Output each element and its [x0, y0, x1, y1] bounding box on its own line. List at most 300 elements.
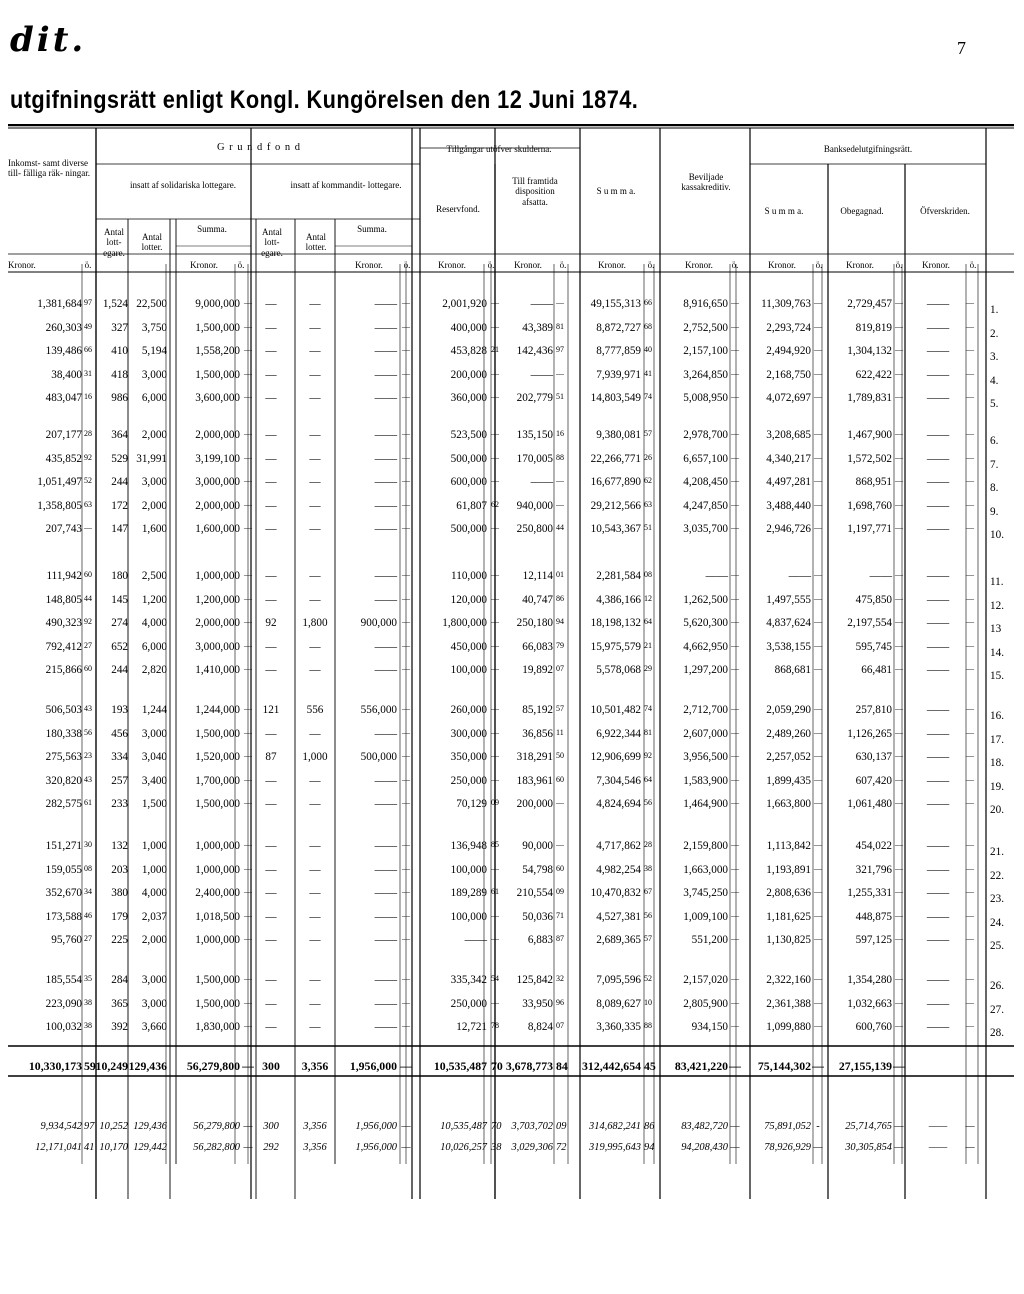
- table-cell: 1,464,900: [683, 798, 728, 810]
- table-cell: —: [309, 974, 321, 986]
- comparison-cell: —: [401, 1121, 411, 1132]
- table-cell: —: [731, 499, 739, 509]
- table-cell: 110,000: [451, 570, 487, 582]
- ledger-table: [8, 124, 1014, 1204]
- table-cell: 250,000: [450, 774, 487, 787]
- table-cell: —: [309, 664, 321, 676]
- table-cell: 189,289: [450, 887, 487, 899]
- table-cell: —: [265, 570, 277, 582]
- table-cell: —: [244, 997, 252, 1007]
- table-cell: 09: [556, 887, 564, 896]
- comparison-cell: 10,535,487: [440, 1121, 487, 1132]
- table-cell: —: [814, 774, 822, 784]
- table-cell: 1,800,000: [442, 617, 487, 629]
- table-cell: ——: [926, 640, 950, 653]
- total-cell: 312,442,654: [582, 1059, 641, 1073]
- table-cell: ——: [705, 570, 728, 582]
- table-cell: 3,745,250: [683, 887, 728, 899]
- comparison-cell: 75,891,052: [764, 1121, 811, 1132]
- table-cell: ——: [926, 863, 950, 876]
- table-cell: —: [814, 617, 822, 626]
- table-cell: 111,942: [46, 570, 82, 582]
- table-cell: 29: [644, 664, 652, 673]
- table-cell: 500,000: [450, 523, 487, 535]
- table-cell: 1,500,000: [195, 727, 240, 740]
- table-cell: ——: [374, 1021, 397, 1033]
- table-cell: ——: [926, 570, 950, 582]
- table-cell: 934,150: [691, 1021, 728, 1033]
- table-cell: 2,494,920: [766, 345, 811, 357]
- table-cell: —: [556, 499, 564, 509]
- table-cell: —: [966, 476, 974, 485]
- comparison-cell: 83,482,720: [681, 1121, 728, 1132]
- table-cell: —: [814, 523, 822, 532]
- header-antal-lotter-1: Antal lotter.: [141, 232, 163, 253]
- table-cell: 63: [644, 499, 652, 509]
- table-cell: 321,796: [855, 863, 892, 876]
- table-cell: —: [402, 476, 410, 485]
- header-kronor-t: Kronor.: [514, 260, 542, 270]
- table-cell: —: [402, 751, 410, 760]
- comparison-cell: 38: [491, 1142, 502, 1153]
- table-cell: —: [265, 887, 277, 899]
- table-cell: —: [966, 523, 974, 532]
- table-cell: 1,000,000: [195, 570, 240, 582]
- table-cell: —: [265, 1021, 277, 1033]
- header-ore-s: ö.: [647, 260, 655, 270]
- table-cell: 71: [556, 910, 564, 920]
- table-cell: —: [731, 476, 739, 485]
- table-cell: 1,000,000: [195, 934, 240, 946]
- table-cell: ——: [374, 863, 397, 876]
- table-cell: ——: [926, 887, 950, 899]
- comparison-cell: 319,995,643: [589, 1142, 641, 1153]
- table-cell: —: [814, 997, 822, 1007]
- table-cell: 12,721: [456, 1021, 487, 1033]
- table-cell: —: [814, 934, 822, 943]
- table-cell: —: [491, 774, 499, 784]
- table-cell: 54: [491, 974, 499, 983]
- table-cell: 8,872,727: [596, 321, 641, 334]
- table-cell: 121: [262, 704, 280, 716]
- table-cell: ——: [530, 368, 553, 381]
- table-cell: 132: [111, 840, 128, 852]
- table-cell: —: [244, 321, 252, 331]
- header-reservfond: Reservfond.: [436, 204, 480, 214]
- table-cell: 2,157,100: [683, 345, 728, 357]
- comparison-cell: 56,282,800: [193, 1142, 240, 1153]
- table-cell: 38,400: [51, 368, 82, 381]
- table-cell: 22,266,771: [590, 452, 641, 465]
- table-cell: 1,698,760: [847, 499, 892, 512]
- table-cell: —: [731, 368, 739, 378]
- total-cell: 300: [262, 1059, 280, 1073]
- table-cell: 2,361,388: [766, 997, 811, 1010]
- table-cell: ——: [926, 974, 950, 986]
- table-cell: 100,000: [450, 664, 487, 676]
- table-cell: 31: [84, 368, 92, 378]
- table-cell: 2,752,500: [683, 321, 728, 334]
- table-cell: 97: [84, 298, 92, 307]
- table-cell: 10,501,482: [590, 704, 641, 716]
- table-cell: —: [731, 863, 739, 873]
- table-cell: 203: [111, 863, 128, 876]
- table-cell: 600,000: [450, 476, 487, 488]
- table-cell: 284: [111, 974, 128, 986]
- table-cell: 1,700,000: [195, 774, 240, 787]
- table-cell: 1,500,000: [195, 974, 240, 986]
- table-cell: 5,194: [141, 345, 167, 357]
- table-cell: 24.: [990, 916, 1004, 929]
- table-cell: —: [402, 499, 410, 509]
- table-cell: —: [265, 429, 277, 441]
- comparison-cell: 56,279,800: [193, 1121, 240, 1132]
- table-cell: —: [402, 321, 410, 331]
- comparison-cell: —: [243, 1142, 253, 1153]
- table-cell: 3,000,000: [195, 640, 240, 653]
- table-cell: —: [265, 368, 277, 381]
- header-beviljade: Beviljade kassakreditiv.: [681, 172, 731, 193]
- table-cell: —: [966, 910, 974, 920]
- table-cell: 145: [111, 593, 128, 606]
- header-ofverskriden: Öfverskriden.: [920, 206, 970, 216]
- table-cell: 10,543,367: [590, 523, 641, 535]
- table-cell: 8,089,627: [596, 997, 641, 1010]
- table-cell: 244: [111, 476, 128, 488]
- table-cell: 66: [84, 345, 92, 354]
- table-cell: —: [966, 727, 974, 737]
- comparison-cell: 3,703,702: [511, 1121, 553, 1132]
- table-cell: 1,244,000: [195, 704, 240, 716]
- table-cell: 40,747: [522, 593, 553, 606]
- header-ore: ö.: [84, 260, 92, 270]
- table-cell: —: [244, 392, 252, 401]
- table-cell: 2,500: [141, 570, 167, 582]
- table-cell: 28.: [990, 1027, 1004, 1039]
- table-cell: —: [966, 640, 974, 650]
- table-cell: 09: [491, 798, 499, 807]
- table-cell: 62: [491, 499, 499, 509]
- table-cell: —: [402, 523, 410, 532]
- table-cell: 4.: [990, 374, 999, 387]
- table-cell: 14.: [990, 646, 1004, 659]
- table-cell: 1,099,880: [766, 1021, 811, 1033]
- comparison-cell: 10,026,257: [440, 1142, 487, 1153]
- table-cell: 282,575: [45, 798, 82, 810]
- table-cell: 64: [644, 774, 652, 784]
- table-cell: 3,488,440: [766, 499, 811, 512]
- table-cell: —: [244, 368, 252, 378]
- table-cell: 2,820: [141, 664, 167, 676]
- page-title: utgifningsrätt enligt Kongl. Kungörelsen den 12 Juni 1874.: [10, 86, 639, 114]
- comparison-cell: —: [894, 1142, 904, 1153]
- table-cell: ——: [926, 499, 950, 512]
- table-cell: ——: [926, 934, 950, 946]
- table-cell: 3,000,000: [195, 476, 240, 488]
- header-till-framtida: Till framtida disposition afsatta.: [512, 176, 558, 207]
- table-cell: 2,000: [141, 934, 167, 946]
- table-cell: —: [491, 751, 499, 760]
- table-cell: 3,538,155: [766, 640, 811, 653]
- table-cell: 595,745: [855, 640, 892, 653]
- table-cell: —: [895, 887, 903, 896]
- table-cell: 2,689,365: [596, 934, 641, 946]
- table-cell: —: [966, 664, 974, 673]
- table-cell: —: [966, 751, 974, 760]
- table-cell: —: [402, 704, 410, 713]
- table-cell: 244: [111, 664, 128, 676]
- table-cell: —: [265, 974, 277, 986]
- table-cell: —: [265, 997, 277, 1010]
- table-cell: 352,670: [45, 887, 82, 899]
- comparison-cell: 129,442: [133, 1142, 167, 1153]
- table-cell: 4,527,381: [596, 910, 641, 923]
- table-cell: 52: [644, 974, 652, 983]
- table-cell: 600,760: [855, 1021, 892, 1033]
- comparison-cell: 9,934,542: [40, 1121, 82, 1132]
- table-cell: 3,000: [141, 974, 167, 986]
- table-cell: 14,803,549: [590, 392, 641, 404]
- comparison-cell: —: [730, 1121, 740, 1132]
- table-cell: ——: [926, 997, 950, 1010]
- table-cell: 2,059,290: [766, 704, 811, 716]
- table-cell: ——: [926, 751, 950, 763]
- table-cell: 51: [556, 392, 564, 401]
- table-cell: 4,247,850: [683, 499, 728, 512]
- header-antal-lottegare-2: Antal lott- egare.: [261, 227, 283, 258]
- table-cell: 4,662,950: [683, 640, 728, 653]
- table-cell: —: [966, 798, 974, 807]
- table-cell: —: [814, 452, 822, 462]
- table-cell: —: [731, 523, 739, 532]
- comparison-cell: 10,252: [99, 1121, 128, 1132]
- table-cell: —: [309, 774, 321, 787]
- table-cell: ——: [374, 774, 397, 787]
- table-cell: —: [402, 664, 410, 673]
- comparison-cell: —: [965, 1121, 975, 1132]
- table-cell: ——: [926, 523, 950, 535]
- table-cell: 159,055: [45, 863, 82, 876]
- page-header-left: dit.: [10, 20, 87, 60]
- total-cell: 59: [84, 1059, 96, 1073]
- table-cell: —: [731, 974, 739, 983]
- table-cell: 96: [556, 997, 564, 1007]
- comparison-cell: 12,171,041: [35, 1142, 82, 1153]
- comparison-cell: 41: [84, 1142, 95, 1153]
- table-cell: 200,000: [516, 798, 553, 810]
- table-cell: 27: [84, 934, 92, 943]
- table-cell: 986: [111, 392, 128, 404]
- table-cell: 5,620,300: [683, 617, 728, 629]
- table-cell: ——: [926, 429, 950, 441]
- table-cell: —: [309, 499, 321, 512]
- table-cell: —: [309, 392, 321, 404]
- table-cell: 21: [644, 640, 652, 650]
- table-cell: —: [244, 1021, 252, 1030]
- table-cell: 30: [84, 840, 92, 849]
- comparison-cell: 3,356: [303, 1142, 327, 1153]
- table-cell: 16: [556, 429, 564, 438]
- table-cell: 607,420: [855, 774, 892, 787]
- table-cell: 46: [84, 910, 92, 920]
- table-cell: —: [814, 910, 822, 920]
- table-cell: 70,129: [456, 798, 487, 810]
- table-cell: 43,389: [522, 321, 553, 334]
- table-cell: 1,500,000: [195, 997, 240, 1010]
- table-cell: 1,830,000: [195, 1021, 240, 1033]
- table-cell: 1,200,000: [195, 593, 240, 606]
- total-cell: 70: [491, 1059, 503, 1073]
- table-cell: —: [895, 727, 903, 737]
- table-cell: 6,657,100: [683, 452, 728, 465]
- table-cell: 7.: [990, 458, 999, 471]
- table-cell: —: [244, 910, 252, 920]
- comparison-cell: 314,682,241: [589, 1121, 641, 1132]
- table-cell: —: [814, 640, 822, 650]
- table-cell: 179: [111, 910, 128, 923]
- table-cell: —: [491, 617, 499, 626]
- table-cell: 1,297,200: [683, 664, 728, 676]
- table-cell: —: [731, 593, 739, 603]
- table-cell: —: [966, 997, 974, 1007]
- table-cell: —: [731, 774, 739, 784]
- table-cell: 1,572,502: [847, 452, 892, 465]
- table-cell: 60: [556, 863, 564, 873]
- table-cell: —: [895, 704, 903, 713]
- table-cell: —: [265, 452, 277, 465]
- table-cell: ——: [374, 523, 397, 535]
- table-cell: 85: [491, 840, 499, 849]
- table-cell: 13: [990, 623, 1002, 635]
- table-cell: —: [265, 910, 277, 923]
- table-cell: 15.: [990, 670, 1004, 682]
- table-cell: —: [402, 910, 410, 920]
- table-cell: —: [491, 523, 499, 532]
- table-cell: 210,554: [516, 887, 553, 899]
- table-cell: 10: [644, 997, 652, 1007]
- total-cell: 84: [556, 1059, 568, 1073]
- table-cell: 19.: [990, 780, 1004, 793]
- table-cell: —: [265, 934, 277, 946]
- table-cell: —: [556, 368, 564, 378]
- table-cell: 6.: [990, 435, 999, 447]
- table-cell: 23: [84, 751, 92, 760]
- table-cell: —: [402, 934, 410, 943]
- table-cell: 448,875: [855, 910, 892, 923]
- table-cell: ——: [374, 298, 397, 310]
- table-cell: 2,000: [141, 429, 167, 441]
- table-cell: ——: [374, 727, 397, 740]
- table-cell: —: [265, 321, 277, 334]
- table-cell: 5.: [990, 398, 999, 410]
- table-cell: —: [402, 727, 410, 737]
- table-cell: 21.: [990, 846, 1004, 858]
- table-cell: —: [731, 392, 739, 401]
- table-cell: 2,168,750: [766, 368, 811, 381]
- table-cell: 6,922,344: [596, 727, 641, 740]
- table-cell: —: [402, 887, 410, 896]
- table-cell: —: [244, 664, 252, 673]
- table-cell: —: [402, 798, 410, 807]
- header-ore-of: ö.: [969, 260, 977, 270]
- table-cell: ——: [869, 570, 892, 582]
- table-cell: 2,729,457: [847, 298, 892, 310]
- table-cell: —: [895, 840, 903, 849]
- table-cell: —: [814, 499, 822, 509]
- table-cell: 15,975,579: [590, 640, 641, 653]
- table-cell: 170,005: [516, 452, 553, 465]
- table-cell: —: [309, 798, 321, 810]
- table-cell: —: [402, 997, 410, 1007]
- table-cell: 275,563: [45, 751, 82, 763]
- table-cell: 453,828: [450, 345, 487, 357]
- table-cell: —: [402, 429, 410, 438]
- table-cell: 100,032: [45, 1021, 82, 1033]
- table-cell: 454,022: [855, 840, 892, 852]
- table-cell: 12: [644, 593, 652, 603]
- table-cell: —: [966, 774, 974, 784]
- table-cell: —: [265, 774, 277, 787]
- table-cell: ——: [926, 704, 950, 716]
- comparison-cell: 3,029,306: [511, 1142, 553, 1153]
- table-cell: —: [966, 392, 974, 401]
- table-cell: 92: [265, 617, 277, 629]
- table-cell: 1,126,265: [847, 727, 892, 740]
- table-cell: 36,856: [522, 727, 553, 740]
- table-cell: ——: [926, 910, 950, 923]
- table-cell: 597,125: [855, 934, 892, 946]
- comparison-cell: 3,356: [303, 1121, 327, 1132]
- table-cell: 475,850: [855, 593, 892, 606]
- table-cell: 2,197,554: [847, 617, 892, 629]
- table-cell: —: [731, 910, 739, 920]
- table-cell: —: [895, 617, 903, 626]
- table-cell: —: [402, 774, 410, 784]
- comparison-cell: -: [816, 1121, 820, 1132]
- table-cell: 61: [84, 798, 92, 807]
- table-cell: ——: [374, 974, 397, 986]
- table-cell: —: [309, 934, 321, 946]
- table-cell: —: [731, 640, 739, 650]
- table-cell: 4,000: [141, 887, 167, 899]
- table-cell: 63: [84, 499, 92, 509]
- table-cell: 1,358,805: [37, 499, 82, 512]
- table-cell: 335,342: [450, 974, 487, 986]
- table-cell: 49,155,313: [590, 298, 641, 310]
- header-kronor-bs: Kronor.: [768, 260, 796, 270]
- table-cell: 3,000: [141, 997, 167, 1010]
- table-cell: 56: [644, 910, 652, 920]
- table-cell: 1,193,891: [766, 863, 811, 876]
- table-cell: 2,293,724: [766, 321, 811, 334]
- table-cell: 52: [84, 476, 92, 485]
- header-tillgangar: Tillgångar utöfver skulderna.: [446, 144, 552, 154]
- table-cell: 57: [556, 704, 564, 713]
- table-cell: —: [309, 429, 321, 441]
- table-cell: ——: [374, 368, 397, 381]
- table-cell: 28: [644, 840, 652, 849]
- table-cell: 57: [644, 934, 652, 943]
- table-cell: 1,000: [141, 840, 167, 852]
- table-cell: —: [556, 476, 564, 485]
- table-cell: 60: [556, 774, 564, 784]
- table-cell: —: [244, 640, 252, 650]
- table-cell: —: [895, 570, 903, 579]
- table-cell: 26.: [990, 980, 1004, 992]
- table-cell: 86: [556, 593, 564, 603]
- table-cell: 392: [111, 1021, 128, 1033]
- table-cell: 1,197,771: [847, 523, 892, 535]
